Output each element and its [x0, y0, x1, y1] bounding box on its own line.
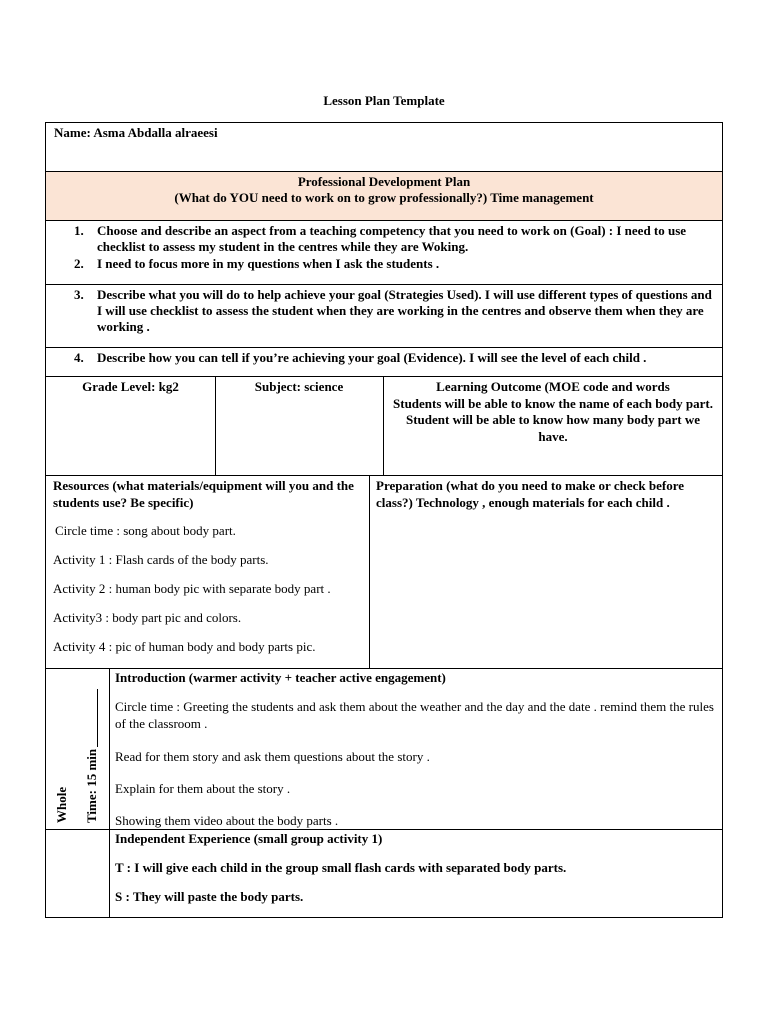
whole-label: Whole	[54, 786, 69, 823]
pd-plan-header	[45, 171, 723, 221]
pd-heading: Professional Development Plan	[297, 174, 471, 189]
page-title: Lesson Plan Template	[323, 93, 445, 108]
independent-teacher: T : I will give each child in the group small flash cards with separated body parts.	[115, 860, 567, 875]
time-label: Time: 15 min	[84, 748, 99, 823]
independent-students: S : They will paste the body parts.	[115, 889, 304, 904]
lesson-info-row	[45, 376, 723, 476]
intro-item: Circle time : Greeting the students and ask them about the weather and the day and the date . remind them the rules of the classroom .	[115, 699, 714, 731]
strategies-section	[45, 284, 723, 348]
resources-preparation-row	[45, 475, 723, 669]
name-section	[45, 122, 723, 172]
goal-1-number: 1.	[74, 223, 84, 238]
resource-item: Activity 2 : human body pic with separate body part .	[53, 581, 331, 596]
resource-item: Activity 4 : pic of human body and body parts pic.	[53, 639, 316, 654]
goal-2-text: I need to focus more in my questions when I ask the students .	[97, 256, 440, 271]
goal-4-number: 4.	[74, 350, 84, 365]
subject: Subject: science	[254, 379, 344, 394]
intro-item: Showing them video about the body parts .	[115, 813, 339, 828]
resource-item: Circle time : song about body part.	[55, 523, 236, 538]
resource-item: Activity3 : body part pic and colors.	[53, 610, 242, 625]
time-underline	[97, 689, 98, 747]
intro-item: Read for them story and ask them questions about the story .	[115, 749, 430, 764]
goal-1-text: Choose and describe an aspect from a teaching competency that you need to work on (Goal) : I need to use checklist to assess my student in the centres while they are Woking.	[97, 223, 687, 254]
pd-subheading: (What do YOU need to work on to grow professionally?) Time management	[174, 190, 594, 205]
learning-outcome-heading: Learning Outcome (MOE code and words	[436, 379, 670, 394]
introduction-heading: Introduction (warmer activity + teacher active engagement)	[115, 670, 446, 685]
student-name: Name: Asma Abdalla alraeesi	[54, 125, 218, 140]
resources-heading: Resources (what materials/equipment will you and the students use? Be specific)	[53, 478, 354, 510]
goal-4-text: Describe how you can tell if you’re achieving your goal (Evidence). I will see the level of each child .	[97, 350, 647, 365]
independent-experience-row	[45, 829, 723, 918]
goals-section	[45, 220, 723, 285]
resource-item: Activity 1 : Flash cards of the body parts.	[53, 552, 269, 567]
learning-outcome-1: Students will be able to know the name of each body part.	[393, 395, 713, 411]
goal-3-text: Describe what you will do to help achieve your goal (Strategies Used). I will use different types of questions and I will use checklist to assess the student when they are working in the centres and observe them when they are working .	[97, 287, 712, 334]
evidence-section	[45, 347, 723, 377]
learning-outcome-2: Student will be able to know how many body part we have.	[406, 412, 700, 444]
grade-level: Grade Level: kg2	[82, 379, 179, 394]
introduction-row	[45, 668, 723, 830]
independent-heading: Independent Experience (small group activity 1)	[115, 831, 383, 846]
intro-item: Explain for them about the story .	[115, 781, 291, 796]
goal-3-number: 3.	[74, 287, 84, 302]
preparation: Preparation (what do you need to make or check before class?) Technology , enough materials for each child .	[376, 478, 685, 510]
goal-2-number: 2.	[74, 256, 84, 271]
